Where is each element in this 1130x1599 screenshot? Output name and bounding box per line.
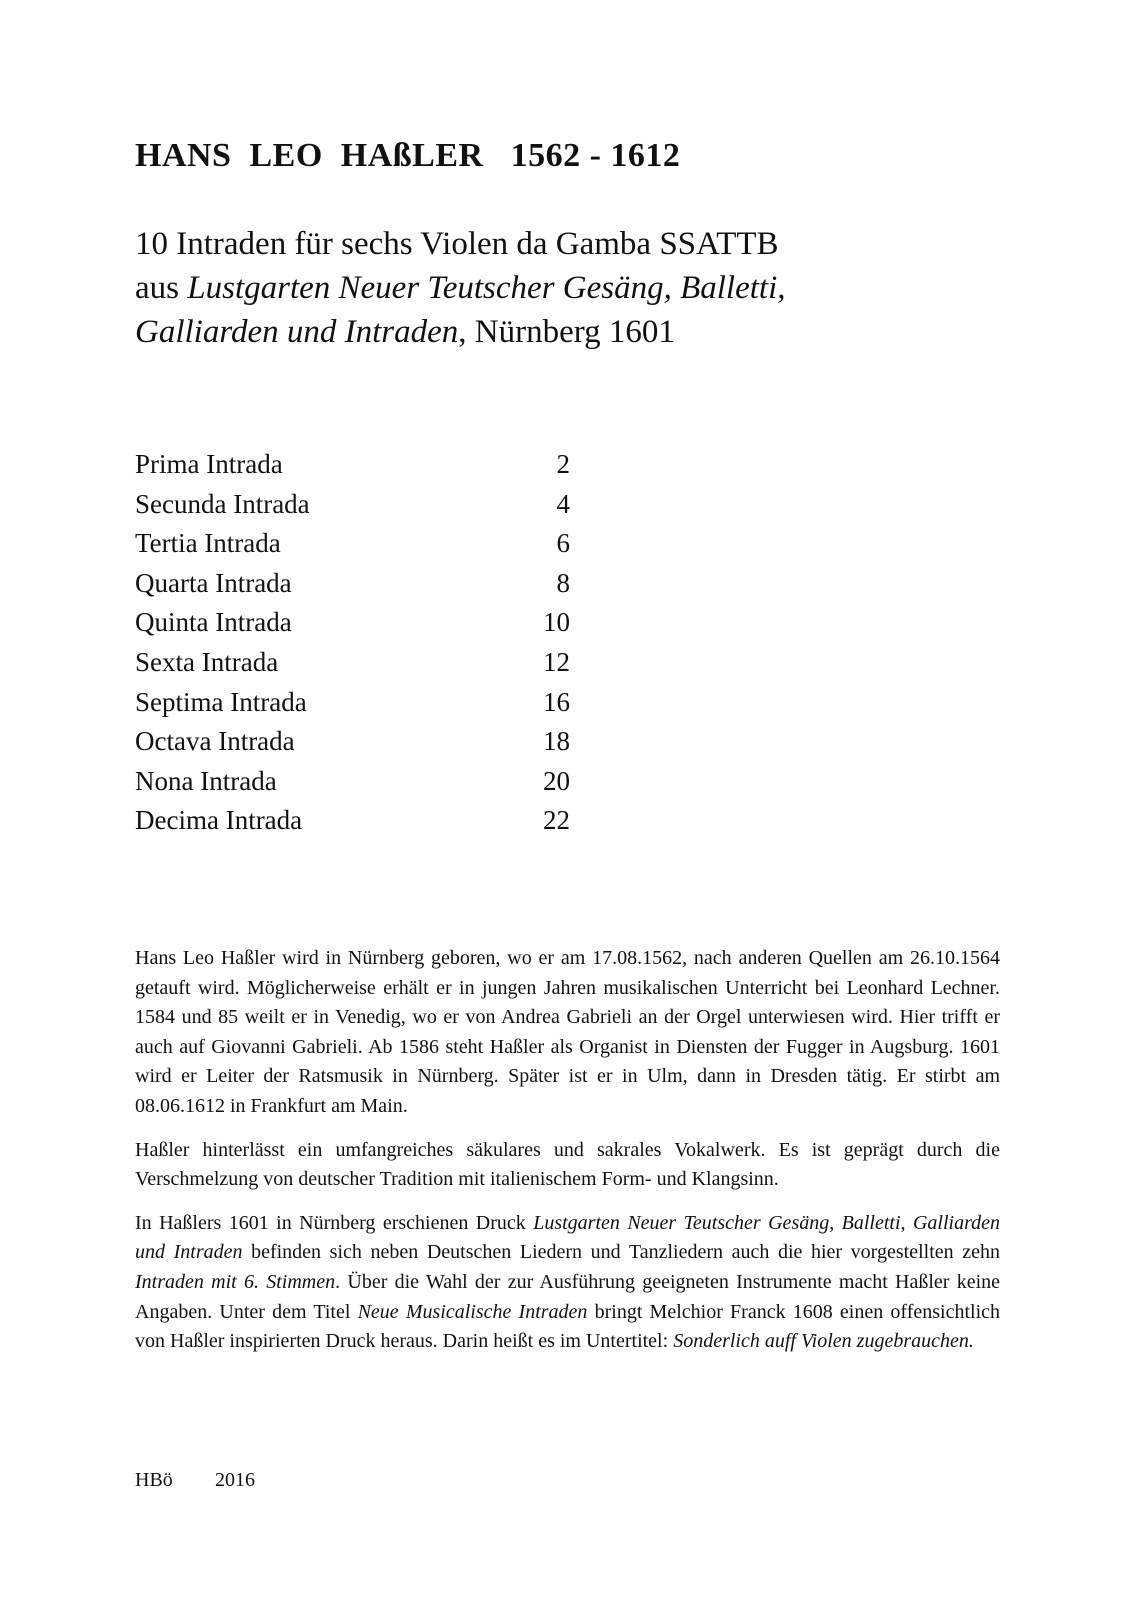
footer-author: HBö — [135, 1469, 173, 1491]
subtitle-quote: Sonderlich auff Violen zugebrauchen. — [673, 1330, 974, 1353]
toc-entry-title: Tertia Intrada — [135, 528, 281, 559]
text-span: . Über die Wahl der zur Ausführung geeigneten Instrumente macht Haßler keine Angaben. Unter dem Titel — [135, 1270, 1001, 1323]
toc-entry — [135, 445, 570, 485]
toc-entry — [135, 485, 570, 525]
toc-entry-page: 6 — [556, 528, 570, 559]
subtitle-line-2 — [135, 266, 1035, 310]
text-span: In Haßlers 1601 in Nürnberg erschienen Druck — [135, 1211, 534, 1234]
footer-year: 2016 — [215, 1469, 255, 1491]
paragraph-source — [135, 1209, 1000, 1357]
toc-entry — [135, 722, 570, 762]
toc-entry-page: 12 — [543, 646, 570, 677]
work-title: Intraden mit 6. Stimmen — [135, 1270, 336, 1293]
toc-entry-page: 16 — [543, 686, 570, 717]
toc-entry-page: 10 — [543, 607, 570, 638]
toc-entry-title: Secunda Intrada — [135, 488, 310, 519]
franck-title: Neue Musicalische Intraden — [357, 1300, 588, 1323]
subtitle-line-3 — [135, 310, 1035, 354]
toc-entry-title: Quarta Intrada — [135, 567, 292, 598]
subtitle-prefix: aus — [135, 270, 188, 306]
source-title: Lustgarten Neuer Teutscher Gesäng, Balletti, Galliarden und Intraden — [135, 1211, 1000, 1264]
paragraph-biography: Hans Leo Haßler wird in Nürnberg geboren, wo er am 17.08.1562, nach anderen Quellen am 26.10.1564 getauft wird. Möglicherweise erhält er in jungen Jahren musikalischen Unterricht bei Leonhard Lechner. 1584 und 85 weilt er in Venedig, wo er von Andrea Gabrieli an der Orgel unterwiesen wird. Hier trifft er auch auf Giovanni Gabrieli. Ab 1586 steht Haßler als Organist in Diensten der Fugger in Augsburg. 1601 wird er Leiter der Ratsmusik in Nürnberg. Später ist er in Ulm, dann in Dresden tätig. Er stirbt am 08.06.1612 in Frankfurt am Main. — [135, 947, 1000, 1117]
toc-entry-title: Nona Intrada — [135, 765, 277, 796]
page-title: HANS LEO HAßLER 1562 - 1612 — [135, 137, 681, 174]
toc-entry — [135, 801, 570, 841]
toc-entry-title: Prima Intrada — [135, 449, 283, 479]
table-of-contents — [135, 445, 570, 841]
toc-entry-title: Sexta Intrada — [135, 646, 279, 677]
toc-entry-title: Septima Intrada — [135, 686, 307, 717]
toc-entry — [135, 603, 570, 643]
paragraph-works: Haßler hinterlässt ein umfangreiches säkulares und sakrales Vokalwerk. Es ist geprägt durch die Verschmelzung von deutscher Tradition mit italienischem Form- und Klangsinn. — [135, 1138, 1000, 1191]
toc-entry-page: 8 — [556, 567, 570, 598]
toc-entry — [135, 524, 570, 564]
subtitle — [135, 222, 1035, 354]
toc-entry-title: Quinta Intrada — [135, 607, 292, 638]
toc-entry — [135, 762, 570, 802]
source-title-part-1: Lustgarten Neuer Teutscher Gesäng, Balletti, — [187, 270, 786, 306]
text-span: befinden sich neben Deutschen Liedern und Tanzliedern auch die hier vorgestellten zehn — [242, 1241, 1000, 1264]
toc-entry-page: 18 — [543, 726, 570, 757]
footer — [135, 1467, 255, 1493]
toc-entry — [135, 683, 570, 723]
subtitle-line-1: 10 Intraden für sechs Violen da Gamba SSATTB — [135, 226, 779, 262]
toc-entry-title: Octava Intrada — [135, 726, 295, 757]
source-title-part-2: Galliarden und Intraden — [135, 314, 459, 350]
toc-entry-page: 20 — [543, 765, 570, 796]
subtitle-place-date: , Nürnberg 1601 — [458, 314, 675, 350]
toc-entry-page: 2 — [556, 449, 570, 479]
toc-entry-title: Decima Intrada — [135, 805, 303, 836]
toc-entry — [135, 564, 570, 604]
text-span: bringt Melchior Franck 1608 einen offensichtlich von Haßler inspirierten Druck heraus. Darin heißt es im Untertitel: — [135, 1300, 1001, 1353]
biography-text — [135, 944, 1000, 1371]
toc-entry-page: 4 — [556, 488, 570, 519]
toc-entry — [135, 643, 570, 683]
toc-entry-page: 22 — [543, 805, 570, 836]
